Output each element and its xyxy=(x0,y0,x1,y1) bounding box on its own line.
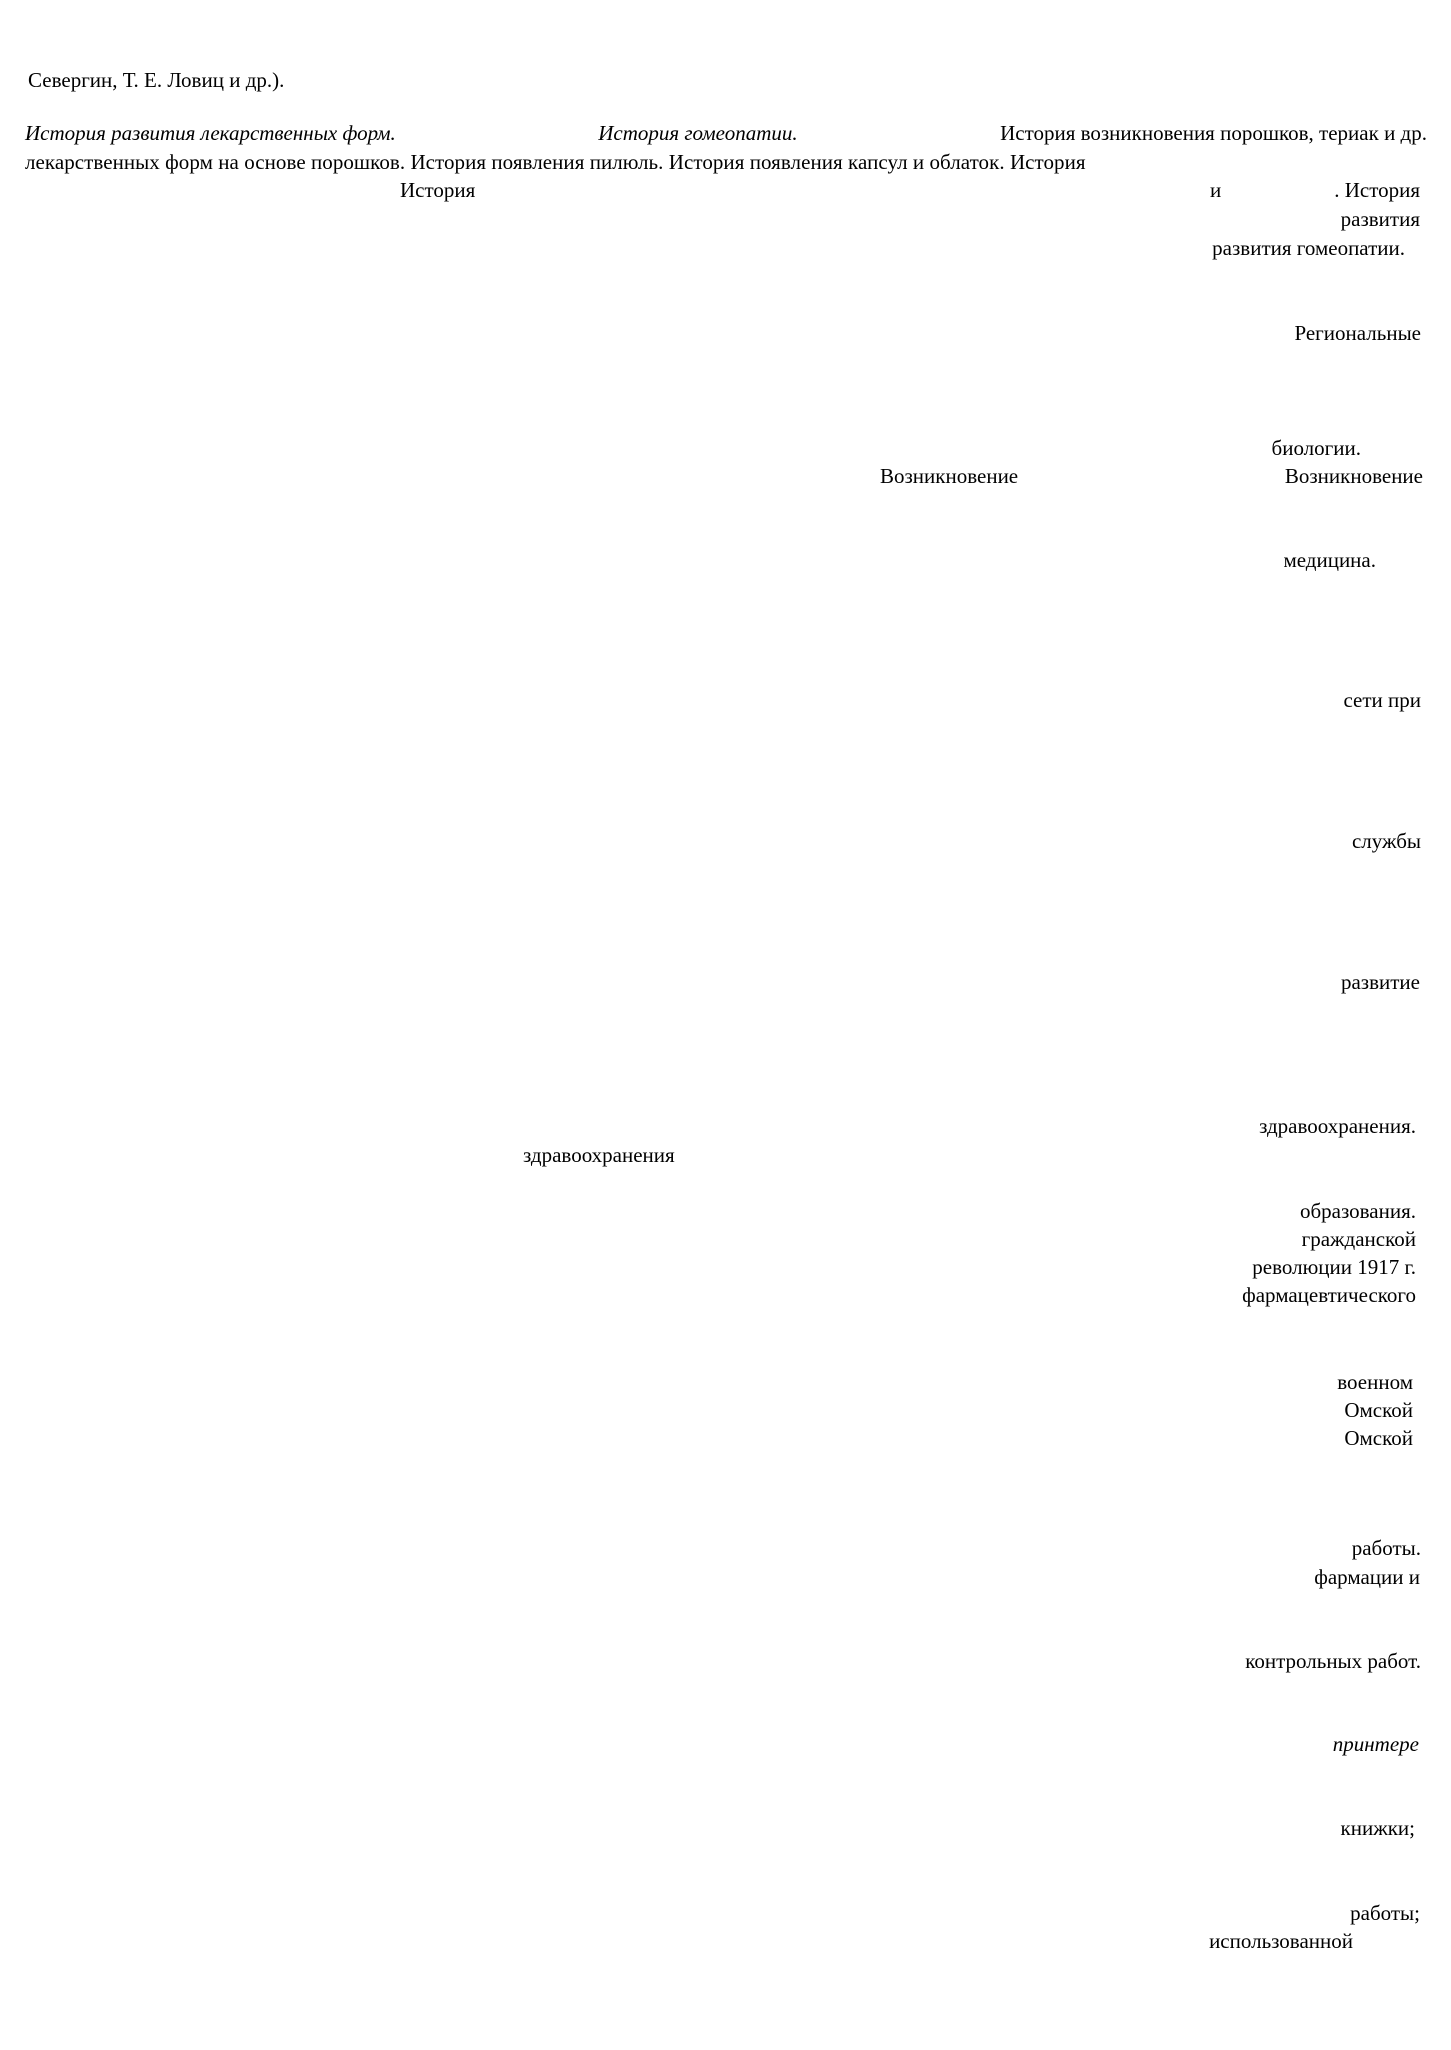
fragment-omsk-1: Омской xyxy=(1344,1398,1413,1422)
paragraph-line-3-left: История xyxy=(400,178,476,202)
fragment-works: работы. xyxy=(1351,1536,1421,1560)
fragment-pharmacy-and: фармации и xyxy=(1314,1565,1420,1589)
fragment-used: использованной xyxy=(1209,1929,1353,1953)
fragment-development: развитие xyxy=(1340,970,1420,994)
fragment-revolution: революции 1917 г. xyxy=(1252,1255,1416,1279)
paragraph-line-5: развития гомеопатии. xyxy=(1212,236,1405,260)
top-line: Севергин, Т. Е. Ловиц и др.). xyxy=(28,68,285,92)
fragment-printer: принтере xyxy=(1332,1732,1419,1756)
fragment-biology: биологии. xyxy=(1271,436,1361,460)
fragment-regional: Региональные xyxy=(1294,321,1421,345)
fragment-control-works: контрольных работ. xyxy=(1245,1649,1421,1673)
line1-rest: История возникновения порошков, териак и др. xyxy=(1000,121,1427,145)
line1-italic-b: История гомеопатии. xyxy=(598,121,798,145)
paragraph-line-1 xyxy=(25,121,1427,145)
paragraph-line-4: развития xyxy=(1340,207,1420,231)
fragment-medicine: медицина. xyxy=(1283,548,1376,572)
fragment-works-semicolon: работы; xyxy=(1350,1901,1420,1925)
paragraph-line-3-right: . История xyxy=(1334,178,1420,202)
fragment-service: службы xyxy=(1351,829,1421,853)
fragment-healthcare-right: здравоохранения. xyxy=(1259,1114,1416,1138)
fragment-military: военном xyxy=(1337,1370,1413,1394)
line1-italic-a: История развития лекарственных форм. xyxy=(25,121,396,145)
paragraph-line-2: лекарственных форм на основе порошков. История появления пилюль. История появления капсул и облаток. История xyxy=(25,150,1086,174)
paragraph-line-3-mid: и xyxy=(1210,178,1222,202)
fragment-emergence-right: Возникновение xyxy=(1284,464,1423,488)
fragment-booklets: книжки; xyxy=(1340,1816,1415,1840)
fragment-emergence-left: Возникновение xyxy=(880,464,1019,488)
fragment-pharmaceutical: фармацевтического xyxy=(1242,1283,1416,1307)
fragment-omsk-2: Омской xyxy=(1344,1426,1413,1450)
fragment-civil: гражданской xyxy=(1301,1227,1416,1251)
fragment-education: образования. xyxy=(1299,1199,1416,1223)
fragment-network: сети при xyxy=(1343,688,1421,712)
fragment-healthcare-left: здравоохранения xyxy=(523,1143,675,1167)
